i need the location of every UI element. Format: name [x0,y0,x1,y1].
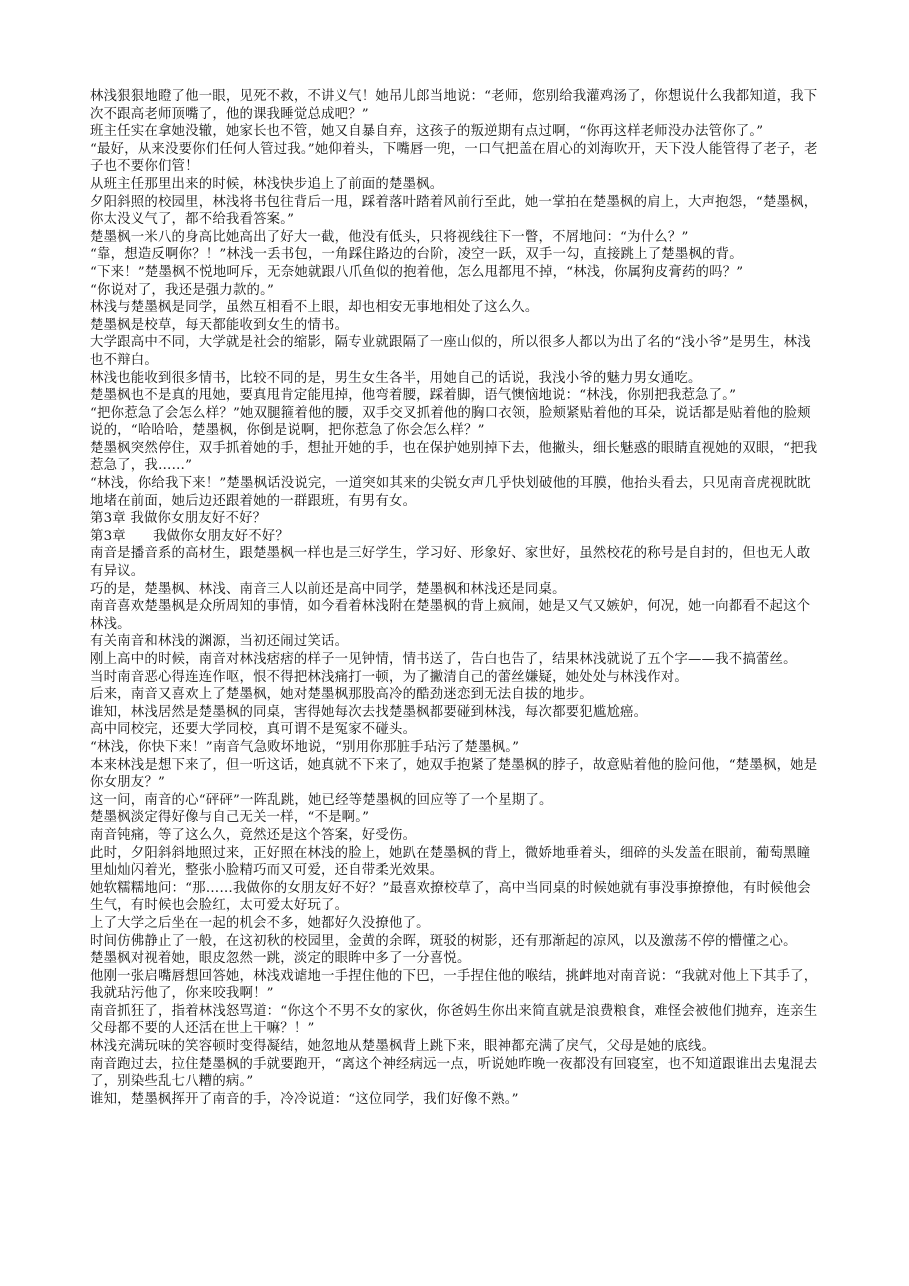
paragraph: 夕阳斜照的校园里，林浅将书包往背后一甩，踩着落叶踏着风前行至此，她一掌拍在楚墨枫的肩上，大声抱怨，“楚墨枫，你太没义气了，都不给我看答案。” [90,194,818,228]
paragraph: 他刚一张启嘴唇想回答她，林浅戏谑地一手捏住他的下巴，一手捏住他的喉结，挑衅地对南音说：“我就对他上下其手了，我就玷污他了，你来咬我啊！” [90,968,818,1002]
paragraph: 班主任实在拿她没辙，她家长也不管，她又自暴自弃，这孩子的叛逆期有点过啊，“你再这样老师没办法管你了。” [90,124,764,140]
chapter-heading: 第3章 我做你女朋友好不好？ [90,528,289,544]
paragraph: 本来林浅是想下来了，但一听这话，她真就不下来了，她双手抱紧了楚墨枫的脖子，故意贴着他的脸问他，“楚墨枫，她是你女朋友？” [90,757,818,791]
paragraph: 南音跑过去，拉住楚墨枫的手就要跑开，“离这个神经病远一点，听说她昨晚一夜都没有回寝室，也不知道跟谁出去鬼混去了，别染些乱七八糟的病。” [90,1056,818,1090]
paragraph: 楚墨枫也不是真的甩她，要真甩肯定能甩掉，他弯着腰，踩着脚，语气懊恼地说：“林浅，你别把我惹急了。” [90,388,737,404]
paragraph: 南音是播音系的高材生，跟楚墨枫一样也是三好学生，学习好、形象好、家世好，虽然校花的称号是自封的，但也无人敢有异议。 [90,546,811,580]
paragraph: 林浅也能收到很多情书，比较不同的是，男生女生各半，用她自己的话说，我浅小爷的魅力男女通吃。 [90,370,702,386]
paragraph: “下来！”楚墨枫不悦地呵斥，无奈她就跟八爪鱼似的抱着他，怎么甩都甩不掉，“林浅，你属狗皮膏药的吗？” [90,264,744,280]
paragraph: 林浅狠狠地瞪了他一眼，见死不救，不讲义气！她吊儿郎当地说：“老师，您别给我灌鸡汤了，你想说什么我都知道，我下次不跟高老师顶嘴了，他的课我睡觉总成吧？” [90,89,818,122]
paragraph: 高中同校完，还要大学同校，真可谓不是冤家不碰头。 [90,722,417,738]
paragraph: 南音抓狂了，指着林浅怒骂道：“你这个不男不女的家伙，你爸妈生你出来简直就是浪费粮食，难怪会被他们抛弃，连亲生父母都不要的人还活在世上干嘛？！” [90,1003,818,1037]
paragraph: 南音喜欢楚墨枫是众所周知的事情，如今看着林浅附在楚墨枫的背上疯闹，她是又气又嫉妒，何况，她一向都看不起这个林浅。 [90,599,811,632]
paragraph: 当时南音恶心得连连作呕，恨不得把林浅痛打一顿，为了撇清自己的蕾丝嫌疑，她处处与林浅作对。 [90,669,688,685]
paragraph: 谁知，林浅居然是楚墨枫的同桌，害得她每次去找楚墨枫都要碰到林浅，每次都要犯尴尬癌。 [90,704,648,720]
paragraph: 此时，夕阳斜斜地照过来，正好照在林浅的脸上，她趴在楚墨枫的背上，微娇地垂着头，细碎的头发盖在眼前，葡萄黑瞳里灿灿闪着光，整张小脸精巧而又可爱，还自带柔光效果。 [90,845,811,879]
paragraph: 她软糯糯地问：“那……我做你的女朋友好不好？”最喜欢撩校草了，高中当同桌的时候她就有事没事撩撩他，有时候他会生气，有时候也会脸红，太可爱太好玩了。 [90,880,811,914]
paragraph: 大学跟高中不同，大学就是社会的缩影，隔专业就跟隔了一座山似的，所以很多人都以为出了名的“浅小爷”是男生，林浅也不辩白。 [90,335,811,368]
paragraph: “把你惹急了会怎么样？”她双腿箍着他的腰，双手交叉抓着他的胸口衣领，脸颊紧贴着他的耳朵，说话都是贴着他的脸颊说的，“哈哈哈，楚墨枫，你倒是说啊，把你惹急了你会怎么样？” [90,405,811,439]
paragraph: 楚墨枫突然停住，双手抓着她的手，想扯开她的手，也在保护她别掉下去，他撇头，细长魅惑的眼睛直视她的双眼，“把我惹急了，我……” [90,440,818,474]
chapter-title-link: 第3章 我做你女朋友好不好？ [90,511,267,527]
paragraph: 楚墨枫对视着她，眼皮忽然一跳，淡定的眼眸中多了一分喜悦。 [90,951,471,967]
paragraph: “最好，从来没要你们任何人管过我。”她仰着头，下嘴唇一兜，一口气把盖在眉心的刘海吹开，天下没人能管得了老子，老子也不要你们管！ [90,141,818,175]
paragraph: 楚墨枫一米八的身高比她高出了好大一截，他没有低头，只将视线往下一瞥，不屑地问：“为什么？” [90,229,689,245]
paragraph: 时间仿佛静止了一般，在这初秋的校园里，金黄的余晖，斑驳的树影，还有那渐起的凉风，以及激荡不停的懵懂之心。 [90,933,797,949]
paragraph: 这一问，南音的心“砰砰”一阵乱跳，她已经等楚墨枫的回应等了一个星期了。 [90,792,553,808]
paragraph: “林浅，你给我下来！”楚墨枫话没说完，一道突如其来的尖锐女声几乎快划破他的耳膜，他抬头看去，只见南音虎视眈眈地堵在前面，她后边还跟着她的一群跟班，有男有女。 [90,476,811,509]
paragraph: 林浅充满玩味的笑容顿时变得凝结，她忽地从楚墨枫背上跳下来，眼神都充满了戾气，父母是她的底线。 [90,1039,716,1055]
paragraph: 林浅与楚墨枫是同学，虽然互相看不上眼，却也相安无事地相处了这么久。 [90,300,539,316]
paragraph: “你说对了，我还是强力款的。” [90,282,275,298]
paragraph: 楚墨枫淡定得好像与自己无关一样，“不是啊。” [90,810,370,826]
paragraph: “林浅，你快下来！”南音气急败坏地说，“别用你那脏手玷污了楚墨枫。” [90,739,520,755]
paragraph: 南音钝痛，等了这么久，竟然还是这个答案，好受伤。 [90,827,417,843]
paragraph: 有关南音和林浅的渊源，当初还闹过笑话。 [90,634,349,650]
paragraph: 上了大学之后坐在一起的机会不多，她都好久没撩他了。 [90,915,430,931]
paragraph: 巧的是，楚墨枫、林浅、南音三人以前还是高中同学，楚墨枫和林浅还是同桌。 [90,581,566,597]
paragraph: 从班主任那里出来的时候，林浅快步追上了前面的楚墨枫。 [90,176,444,192]
paragraph: 后来，南音又喜欢上了楚墨枫，她对楚墨枫那股高冷的酷劲迷恋到无法自拔的地步。 [90,687,593,703]
paragraph: “靠，想造反啊你？！”林浅一丢书包，一角踩住路边的台阶，凌空一跃，双手一勾，直接跳上了楚墨枫的背。 [90,247,743,263]
paragraph: 谁知，楚墨枫挥开了南音的手，冷冷说道：“这位同学，我们好像不熟。” [90,1091,519,1107]
document-page [90,88,822,1108]
paragraph: 刚上高中的时候，南音对林浅痞痞的样子一见钟情，情书送了，告白也告了，结果林浅就说了五个字——我不搞蕾丝。 [90,652,797,667]
paragraph: 楚墨枫是校草，每天都能收到女生的情书。 [90,317,349,333]
